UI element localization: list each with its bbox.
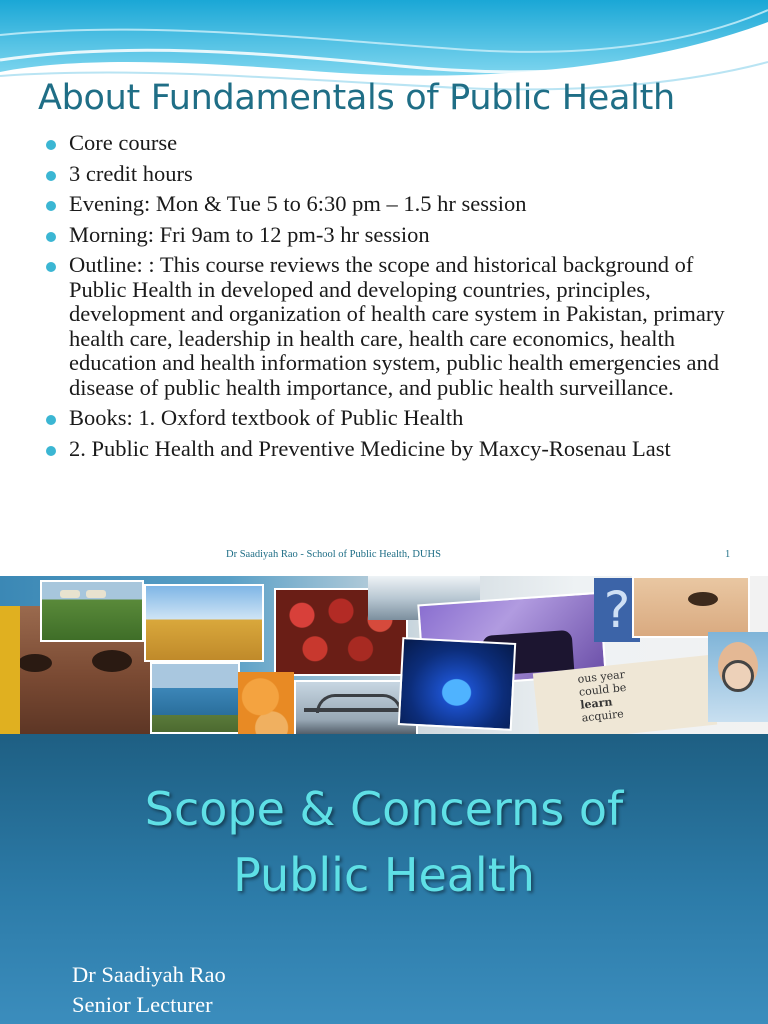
- collage-word: learn: [579, 695, 614, 712]
- magnifier-boy-photo: [708, 632, 768, 722]
- bullet-item: [46, 162, 746, 187]
- bullet-icon: [46, 140, 56, 150]
- presenter-name: Dr Saadiyah Rao: [72, 962, 226, 987]
- collage-word: ous year: [577, 667, 626, 686]
- bullet-icon: [46, 201, 56, 211]
- photo-collage-banner: [0, 576, 768, 734]
- bullet-icon: [46, 446, 56, 456]
- bullet-icon: [46, 415, 56, 425]
- presenter-role: Senior Lecturer: [72, 992, 213, 1017]
- bullet-text: Core course: [69, 130, 178, 155]
- oranges-photo: [238, 672, 294, 734]
- wheat-field-photo: [144, 584, 264, 662]
- page-number: 1: [725, 549, 731, 560]
- sheep-field-photo: [40, 580, 144, 642]
- slide-title: [0, 776, 768, 908]
- question-mark-photo: ?: [594, 578, 640, 642]
- footer-text: Dr Saadiyah Rao - School of Public Health, DUHS: [226, 549, 441, 560]
- collage-word: acquire: [581, 707, 625, 725]
- bullet-list: [46, 131, 746, 467]
- bullet-item: [46, 253, 746, 400]
- bullet-text: Books: 1. Oxford textbook of Public Health: [69, 405, 464, 430]
- water-drop-photo: [398, 637, 516, 731]
- bullet-item: [46, 437, 746, 462]
- bullet-item: [46, 131, 746, 156]
- title-panel: [0, 734, 768, 1024]
- eye-closeup-photo: [632, 576, 750, 638]
- bullet-item: [46, 192, 746, 217]
- slide-title: About Fundamentals of Public Health: [38, 78, 675, 118]
- bullet-text: Outline: : This course reviews the scope and historical background of Public Health in developed and developing countries, principles, development and organization of health care system in Pakistan, primary health care, leadership in health care, health care economics, health education and health information system, public health emergencies and disease of public health importance, and public health surveillance.: [69, 252, 725, 400]
- bullet-icon: [46, 171, 56, 181]
- title-line: Scope & Concerns of: [144, 782, 624, 836]
- collage-word: could be: [578, 680, 627, 699]
- bullet-icon: [46, 232, 56, 242]
- bullet-text: 3 credit hours: [69, 160, 193, 186]
- bullet-icon: [46, 262, 56, 272]
- bullet-text: 2. Public Health and Preventive Medicine by Maxcy-Rosenau Last: [69, 435, 671, 461]
- presenter-info: [72, 960, 226, 1020]
- bullet-item: [46, 406, 746, 431]
- title-line: Public Health: [233, 848, 535, 902]
- bullet-text: Morning: Fri 9am to 12 pm-3 hr session: [69, 221, 430, 247]
- slide-scope-concerns: [0, 576, 768, 1024]
- slide-footer: [0, 549, 768, 565]
- bullet-text: Evening: Mon & Tue 5 to 6:30 pm – 1.5 hr session: [69, 191, 527, 216]
- bullet-item: [46, 223, 746, 248]
- coastline-photo: [150, 662, 240, 734]
